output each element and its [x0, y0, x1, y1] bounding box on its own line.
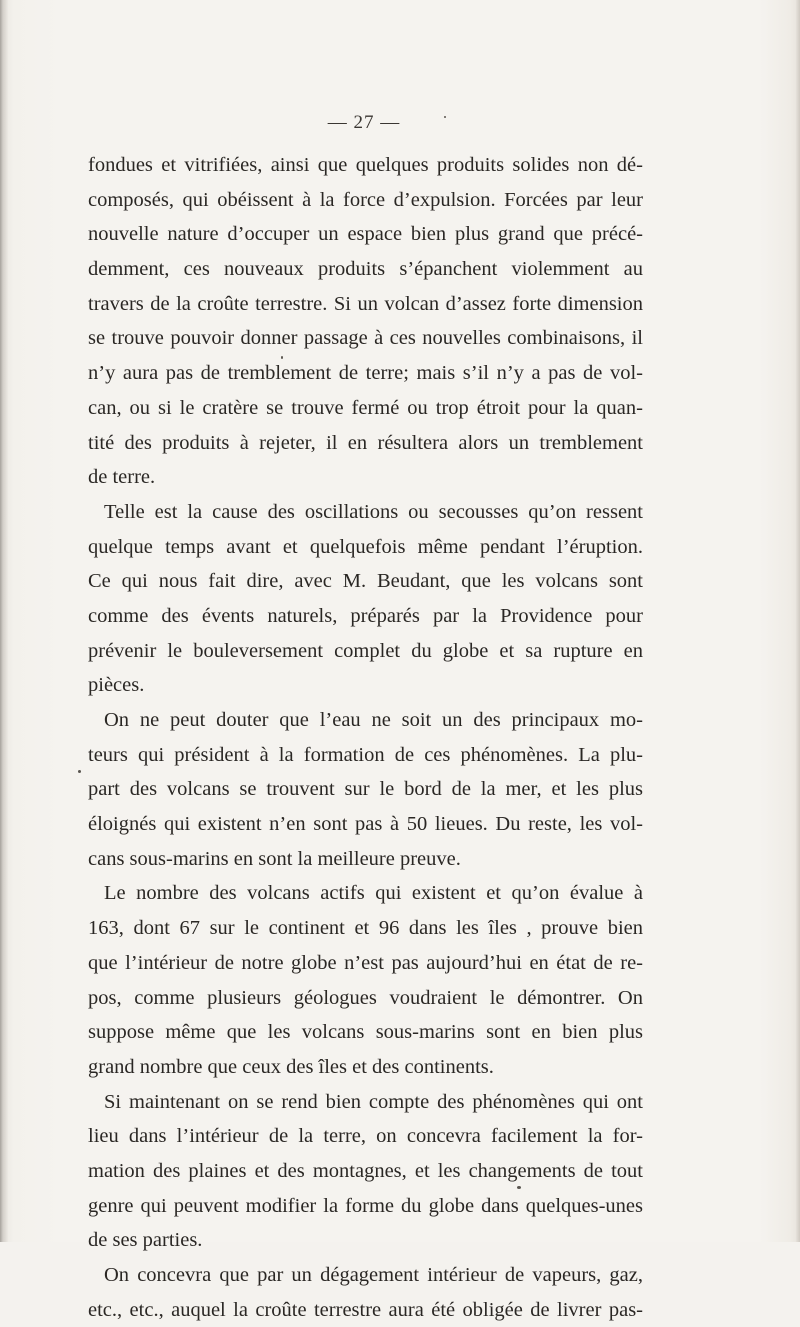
text-line: tité des produits à rejeter, il en résultera alors un tremblement: [88, 431, 643, 454]
text-line: lieu dans l’intérieur de la terre, on concevra facilement la for-: [88, 1125, 643, 1148]
text-line: genre qui peuvent modifier la forme du globe dans quelques-unes: [88, 1194, 643, 1217]
body-text: [88, 148, 643, 1327]
text-line: Si maintenant on se rend bien compte des phénomènes qui ont: [104, 1090, 643, 1113]
text-line: 163, dont 67 sur le continent et 96 dans les îles , prouve bien: [88, 917, 643, 940]
text-line: prévenir le bouleversement complet du globe et sa rupture en: [88, 639, 643, 662]
paper-speck: [78, 770, 81, 773]
text-line: de ses parties.: [88, 1229, 203, 1252]
text-line: fondues et vitrifiées, ainsi que quelques produits solides non dé-: [88, 154, 643, 176]
text-line: can, ou si le cratère se trouve fermé ou trop étroit pour la quan-: [88, 396, 643, 419]
text-line: etc., etc., auquel la croûte terrestre aura été obligée de livrer pas-: [88, 1298, 643, 1321]
text-line: quelque temps avant et quelquefois même pendant l’éruption.: [88, 535, 643, 558]
page-number: — 27 —: [327, 112, 401, 133]
text-line: demment, ces nouveaux produits s’épanchent violemment au: [88, 258, 643, 281]
text-line: se trouve pouvoir donner passage à ces nouvelles combinaisons, il: [88, 327, 643, 350]
text-line: nouvelle nature d’occuper un espace bien plus grand que précé-: [88, 223, 643, 246]
text-line: Le nombre des volcans actifs qui existent et qu’on évalue à: [104, 882, 643, 905]
text-line: que l’intérieur de notre globe n’est pas aujourd’hui en état de re-: [88, 951, 643, 974]
text-line: pièces.: [88, 674, 145, 697]
text-line: mation des plaines et des montagnes, et les changements de tout: [88, 1159, 643, 1182]
text-line: n’y aura pas de tremblement de terre; mais s’il n’y a pas de vol-: [88, 362, 643, 385]
text-line: grand nombre que ceux des îles et des continents.: [88, 1055, 494, 1078]
paper-speck: [281, 356, 283, 359]
page-right-edge: [796, 0, 800, 1242]
text-line: teurs qui président à la formation de ces phénomènes. La plu-: [88, 743, 643, 766]
text-line: travers de la croûte terrestre. Si un volcan d’assez forte dimension: [88, 292, 643, 315]
text-line: éloignés qui existent n’en sont pas à 50 lieues. Du reste, les vol-: [88, 813, 643, 836]
paper-speck: [444, 116, 446, 118]
text-line: part des volcans se trouvent sur le bord de la mer, et les plus: [88, 778, 643, 801]
page-binding-edge: [0, 0, 8, 1242]
text-line: comme des évents naturels, préparés par la Providence pour: [88, 604, 643, 627]
text-line: suppose même que les volcans sous-marins sont en bien plus: [88, 1021, 643, 1044]
text-line: Ce qui nous fait dire, avec M. Beudant, que les volcans sont: [88, 570, 643, 593]
text-line: Telle est la cause des oscillations ou secousses qu’on ressent: [104, 500, 643, 523]
text-line: cans sous-marins en sont la meilleure preuve.: [88, 847, 461, 870]
paper-speck: [517, 1186, 521, 1189]
text-line: pos, comme plusieurs géologues voudraient le démontrer. On: [88, 986, 643, 1009]
text-line: composés, qui obéissent à la force d’expulsion. Forcées par leur: [88, 188, 643, 211]
text-line: de terre.: [88, 466, 156, 489]
text-line: On ne peut douter que l’eau ne soit un des principaux mo-: [104, 709, 643, 731]
text-line: On concevra que par un dégagement intérieur de vapeurs, gaz,: [104, 1264, 643, 1286]
